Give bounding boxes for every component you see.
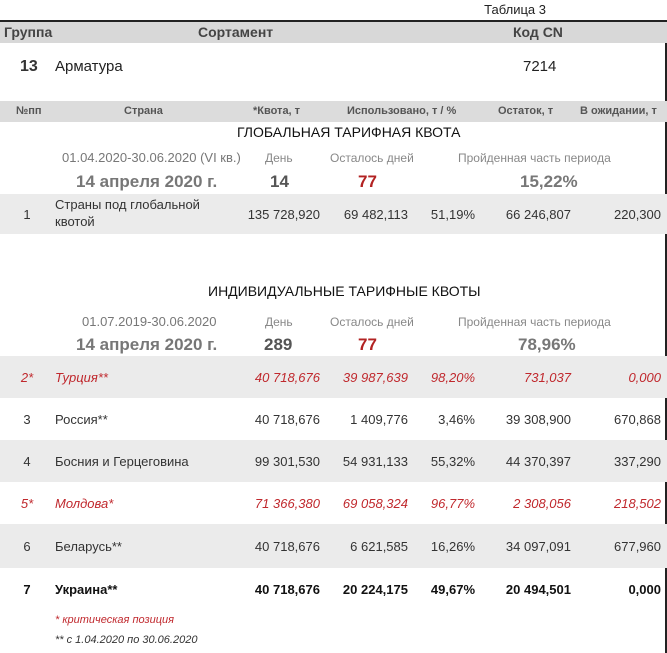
column-quota: *Квота, т (253, 105, 301, 117)
group-cn-code: 7214 (523, 58, 557, 75)
row-country-line2: квотой (55, 214, 95, 229)
individual-quotas-title: ИНДИВИДУАЛЬНЫЕ ТАРИФНЫЕ КВОТЫ (208, 283, 481, 299)
individual-passed-label: Пройденная часть периода (458, 315, 611, 329)
individual-passed-value: 78,96% (518, 335, 576, 354)
column-balance: Остаток, т (498, 105, 554, 117)
row-quota: 40 718,676 (254, 370, 320, 385)
assortment-column-label: Сортамент (198, 24, 274, 40)
row-balance: 2 308,056 (513, 496, 571, 511)
row-country: Украина** (55, 582, 118, 597)
footnote-period: ** с 1.04.2020 по 30.06.2020 (55, 634, 198, 646)
footnote-critical: * критическая позиция (55, 614, 175, 626)
row-used-percent: 98,20% (430, 370, 475, 385)
global-remaining-label: Осталось дней (330, 151, 414, 165)
row-number: 4 (23, 454, 31, 469)
row-used-percent: 16,26% (430, 539, 475, 554)
global-current-date: 14 апреля 2020 г. (76, 172, 218, 191)
row-country-line1: Страны под глобальной (55, 197, 200, 212)
row-balance: 39 308,900 (505, 412, 571, 427)
row-quota: 135 728,920 (247, 207, 320, 222)
row-used-percent: 96,77% (430, 496, 475, 511)
row-number: 5* (20, 496, 34, 511)
row-balance: 66 246,807 (505, 207, 571, 222)
row-country: Россия** (55, 412, 108, 427)
individual-current-date: 14 апреля 2020 г. (76, 335, 218, 354)
row-used: 54 931,133 (342, 454, 408, 469)
global-quota-title: ГЛОБАЛЬНАЯ ТАРИФНАЯ КВОТА (237, 124, 461, 140)
row-country: Босния и Герцеговина (55, 454, 189, 469)
row-used: 39 987,639 (342, 370, 408, 385)
row-number: 6 (23, 539, 31, 554)
individual-day-label: День (265, 315, 293, 329)
row-quota: 40 718,676 (254, 539, 320, 554)
quota-row-russia (0, 398, 667, 440)
global-day-label: День (265, 151, 293, 165)
row-number: 1 (23, 207, 31, 222)
row-pending: 220,300 (614, 207, 661, 222)
row-balance: 20 494,501 (505, 582, 571, 597)
row-quota: 40 718,676 (254, 412, 320, 427)
row-pending: 337,290 (614, 454, 661, 469)
row-quota: 99 301,530 (254, 454, 320, 469)
columns-header-bar (0, 101, 667, 122)
column-no: №пп (16, 105, 42, 117)
global-passed-label: Пройденная часть периода (458, 151, 611, 165)
quota-row-bosnia (0, 440, 667, 482)
row-pending: 677,960 (614, 539, 661, 554)
row-country: Турция** (55, 370, 108, 385)
global-passed-value: 15,22% (520, 172, 578, 191)
row-pending: 218,502 (614, 496, 661, 511)
global-day-value: 14 (270, 172, 289, 191)
global-quota-row (0, 194, 667, 234)
group-name: Арматура (55, 58, 123, 75)
row-used: 6 621,585 (350, 539, 408, 554)
individual-remaining-label: Осталось дней (330, 315, 414, 329)
individual-day-value: 289 (264, 335, 293, 354)
row-used: 1 409,776 (350, 412, 408, 427)
row-country: Беларусь** (55, 539, 122, 554)
row-number: 7 (23, 582, 31, 597)
row-quota: 71 366,380 (254, 496, 320, 511)
global-remaining-value: 77 (358, 172, 377, 191)
row-pending: 0,000 (628, 582, 661, 597)
row-balance: 34 097,091 (505, 539, 571, 554)
row-used: 69 058,324 (342, 496, 408, 511)
quota-row-moldova (0, 482, 667, 524)
row-used-percent: 51,19% (430, 207, 475, 222)
quota-row-ukraine (0, 568, 667, 608)
quota-row-belarus (0, 524, 667, 568)
row-used-percent: 49,67% (430, 582, 475, 597)
row-used-percent: 3,46% (438, 412, 475, 427)
row-balance: 731,037 (524, 370, 571, 385)
row-pending: 0,000 (628, 370, 661, 385)
row-used: 69 482,113 (343, 207, 408, 222)
group-column-label: Группа (4, 24, 53, 40)
quota-row-turkey (0, 356, 667, 398)
row-quota: 40 718,676 (254, 582, 320, 597)
group-header-bar (0, 20, 667, 43)
column-used: Использовано, т / % (347, 105, 457, 117)
row-pending: 670,868 (614, 412, 661, 427)
row-number: 2* (20, 370, 34, 385)
column-pending: В ожидании, т (580, 105, 657, 117)
row-used-percent: 55,32% (430, 454, 475, 469)
table-caption: Таблица 3 (484, 2, 546, 17)
row-country: Молдова* (55, 496, 114, 511)
individual-remaining-value: 77 (358, 335, 377, 354)
column-country: Страна (124, 105, 163, 117)
row-number: 3 (23, 412, 31, 427)
individual-period: 01.07.2019-30.06.2020 (82, 314, 217, 329)
global-period: 01.04.2020-30.06.2020 (VI кв.) (62, 150, 241, 165)
cn-code-column-label: Код CN (513, 24, 563, 40)
row-used: 20 224,175 (342, 582, 408, 597)
group-number: 13 (20, 58, 38, 75)
row-balance: 44 370,397 (505, 454, 571, 469)
